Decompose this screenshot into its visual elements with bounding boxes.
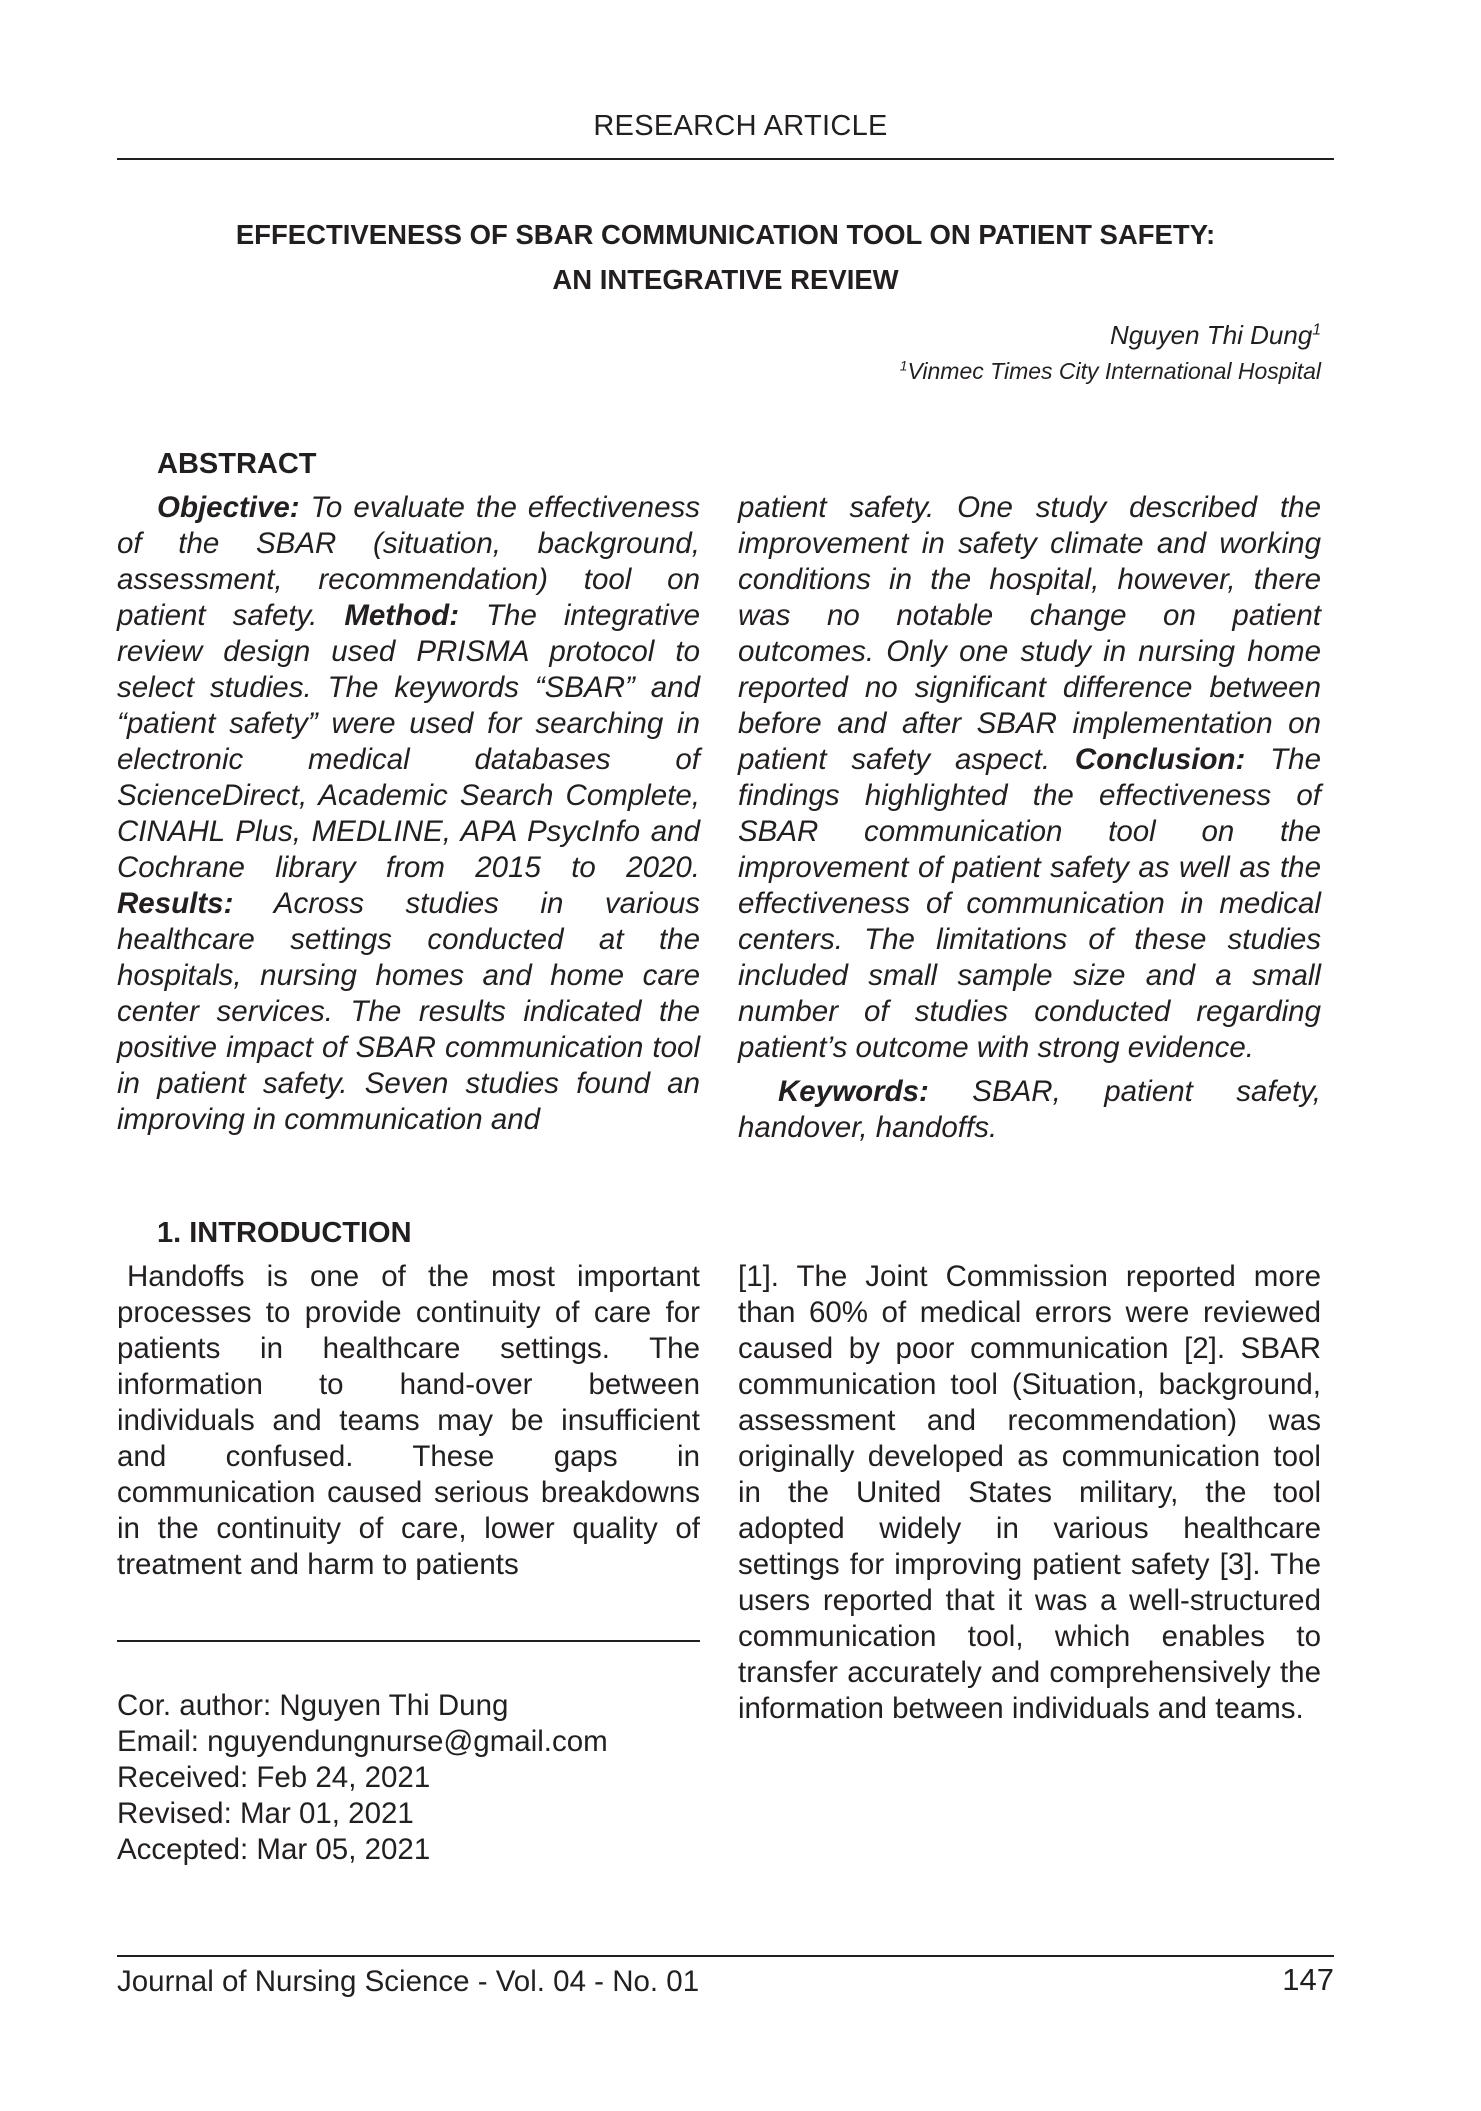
objective-label: Objective: [157,491,300,524]
accepted-date: Accepted: Mar 05, 2021 [117,1833,431,1866]
author-sup: 1 [1312,321,1321,339]
article-title [117,212,1334,302]
results-label: Results: [117,887,234,920]
abstract-left-column [117,490,700,1138]
author-email: Email: nguyendungnurse@gmail.com [117,1725,608,1758]
title-line-2: AN INTEGRATIVE REVIEW [552,264,899,295]
affiliation-sup: 1 [899,358,908,374]
introduction-right-column [738,1259,1321,1727]
introduction-heading: 1. INTRODUCTION [157,1217,412,1249]
introduction-paragraph-left: Handoffs is one of the most important processes to provide continuity of care for patients in healthcare settings. The information to hand-over between individuals and teams may be insufficient and confused. These gaps in communication caused serious breakdowns in the continuity of care, lower quality of treatment and harm to patients [117,1260,700,1581]
author-affiliation [900,358,1321,385]
method-label: Method: [344,599,460,632]
footnote-rule [117,1640,700,1642]
title-line-1: EFFECTIVENESS OF SBAR COMMUNICATION TOOL ON PATIENT SAFETY: [235,219,1216,250]
author-name [1110,320,1321,351]
header-rule [117,158,1334,160]
keywords [738,1074,1321,1146]
method-text: The integrative review design used PRISMA protocol to select studies. The keywords “SBAR” and “patient safety” were used for searching in electronic medical databases of ScienceDirect, Academic Search Complete, CINAHL Plus, MEDLINE, APA PsycInfo and Cochrane library from 2015 to 2020. [117,599,700,884]
corresponding-author: Cor. author: Nguyen Thi Dung [117,1689,509,1722]
affiliation-text: Vinmec Times City International Hospital [907,358,1321,384]
correspondence-block [117,1688,608,1868]
received-date: Received: Feb 24, 2021 [117,1761,431,1794]
footer-rule [117,1955,1334,1957]
abstract-paragraph [117,490,700,1138]
running-header: RESEARCH ARTICLE [593,110,888,142]
introduction-left-column [117,1259,700,1583]
keywords-label: Keywords: [778,1075,929,1108]
abstract-right-column [738,490,1321,1146]
journal-citation: Journal of Nursing Science - Vol. 04 - No. 01 [117,1965,700,1998]
abstract-heading: ABSTRACT [157,448,317,480]
page-number: 147 [1282,1962,1334,1997]
keywords-text: SBAR, patient safety, handover, handoffs. [738,1075,1321,1144]
results-text-cont: patient safety. One study described the improvement in safety climate and working conditions in the hospital, however, there was no notable change on patient outcomes. Only one study in nursing home reported no significant difference between before and after SBAR implementation on patient safety aspect. [738,491,1321,776]
author-name-text: Nguyen Thi Dung [1109,320,1313,350]
introduction-paragraph-right: [1]. The Joint Commission reported more than 60% of medical errors were reviewed caused by poor communication [2]. SBAR communication tool (Situation, background, assessment and recommendation) was originally developed as communication tool in the United States military, the tool adopted widely in various healthcare settings for improving patient safety [3]. The users reported that it was a well-structured communication tool, which enables to transfer accurately and comprehensively the information between individuals and teams. [738,1260,1321,1725]
results-text: Across studies in various healthcare settings conducted at the hospitals, nursing homes and home care center services. The results indicated the positive impact of SBAR communication tool in patient safety. Seven studies found an improving in communication and [117,887,700,1136]
revised-date: Revised: Mar 01, 2021 [117,1797,414,1830]
abstract-paragraph-cont [738,490,1321,1066]
objective-text: To evaluate the effectiveness of the SBAR (situation, background, assessment, recommendation) tool on patient safety. [117,491,700,632]
conclusion-text: The findings highlighted the effectiveness of SBAR communication tool on the improvement of patient safety as well as the effectiveness of communication in medical centers. The limitations of these studies included small sample size and a small number of studies conducted regarding patient’s outcome with strong evidence. [738,743,1321,1064]
conclusion-label: Conclusion: [1074,743,1246,776]
